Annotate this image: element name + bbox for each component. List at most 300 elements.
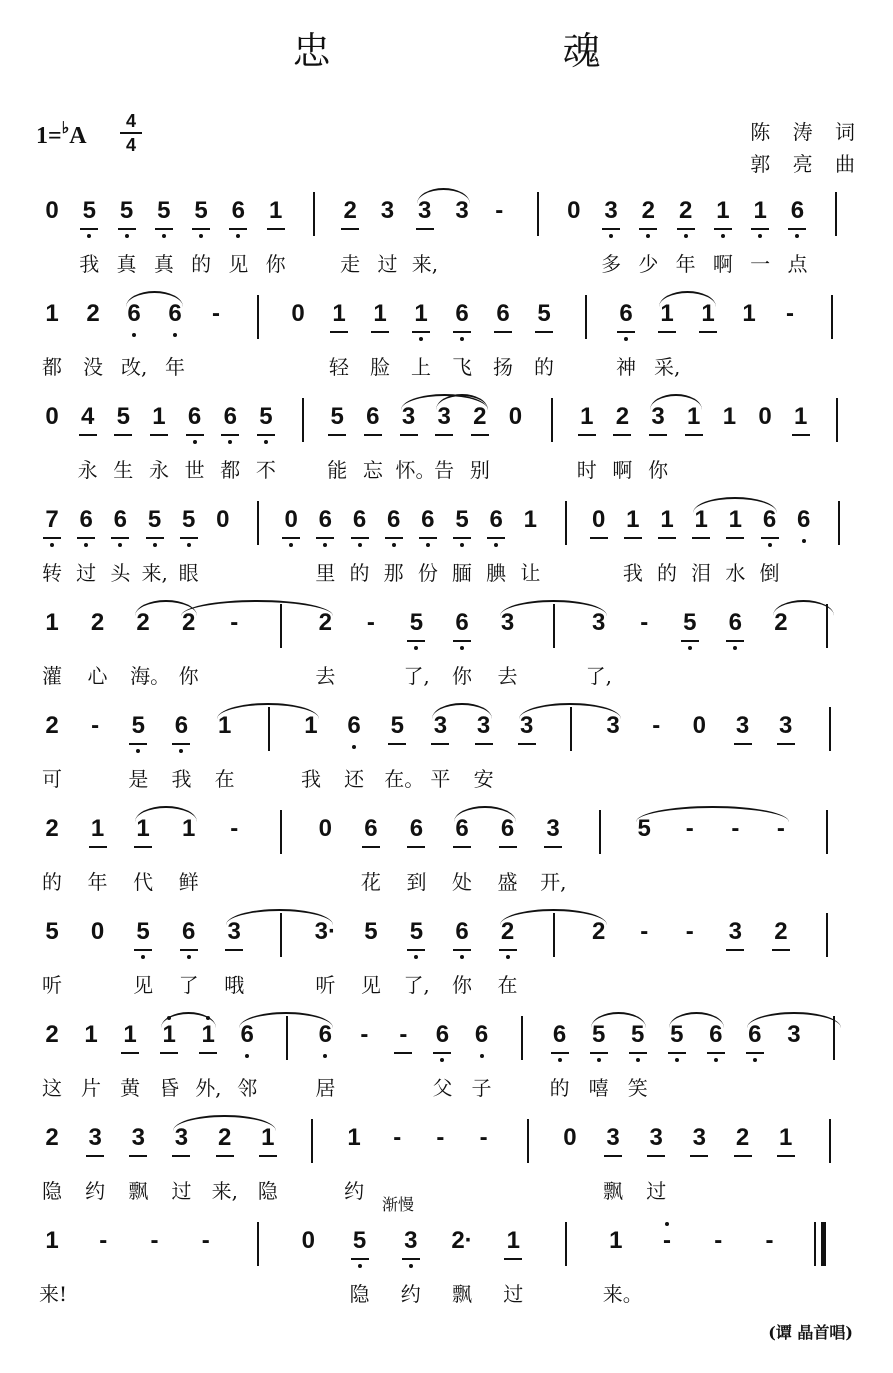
note-digit: 1 bbox=[701, 300, 715, 327]
note-digit: - bbox=[212, 300, 220, 327]
system-5 bbox=[0, 600, 893, 704]
note-digit: 5 bbox=[591, 1021, 606, 1048]
beam-underline bbox=[629, 1052, 647, 1054]
note-digit: 6 bbox=[709, 1021, 723, 1048]
note-digit: - bbox=[91, 712, 100, 739]
beam-underline bbox=[590, 537, 608, 539]
singer-note: (谭 晶首唱) bbox=[768, 1323, 853, 1342]
beam-underline bbox=[647, 1155, 665, 1157]
beam-underline bbox=[471, 434, 489, 436]
beam-underline bbox=[229, 228, 247, 230]
high-octave-dot bbox=[665, 1222, 669, 1226]
lyric-char: 告 bbox=[434, 458, 455, 482]
barline bbox=[831, 295, 833, 339]
note-digit: 0 bbox=[216, 506, 230, 533]
note bbox=[404, 816, 428, 842]
lyric-char: 外, bbox=[195, 1076, 222, 1100]
beam-underline bbox=[668, 1052, 686, 1054]
beam-underline bbox=[267, 228, 285, 230]
low-octave-dot bbox=[264, 440, 268, 444]
low-octave-dot bbox=[358, 543, 362, 547]
note-digit: 5 bbox=[352, 1227, 367, 1254]
note-digit: 6 bbox=[455, 918, 469, 945]
note-digit: 1 bbox=[728, 506, 742, 533]
note-digit: 5 bbox=[631, 1021, 645, 1048]
lyric-char: 了, bbox=[403, 973, 430, 997]
beam-underline bbox=[172, 743, 190, 745]
note bbox=[40, 713, 64, 739]
note bbox=[404, 919, 428, 945]
note bbox=[40, 919, 64, 945]
low-octave-dot bbox=[358, 1264, 362, 1268]
note-digit: 6 bbox=[455, 815, 469, 842]
note-digit: 3 bbox=[604, 197, 618, 224]
low-octave-dot bbox=[684, 234, 688, 238]
note-digit: 5 bbox=[82, 197, 96, 224]
note bbox=[382, 507, 406, 533]
lyric-char: 飘 bbox=[603, 1179, 624, 1203]
note bbox=[83, 1125, 107, 1151]
lyric-char: 走 bbox=[340, 252, 361, 276]
beam-underline bbox=[180, 537, 198, 539]
beam-underline bbox=[385, 537, 403, 539]
beam-underline bbox=[412, 331, 430, 333]
lyric-char: 飞 bbox=[452, 355, 472, 379]
low-octave-dot bbox=[795, 234, 799, 238]
barline bbox=[585, 295, 587, 339]
beam-underline bbox=[433, 1052, 451, 1054]
note bbox=[254, 404, 278, 430]
note bbox=[40, 507, 64, 533]
lyric-char: 腼 bbox=[452, 561, 472, 585]
lyric-char: 昏 bbox=[159, 1076, 180, 1100]
note bbox=[40, 816, 64, 842]
note bbox=[81, 301, 105, 327]
note-digit: 6 bbox=[619, 300, 633, 327]
note bbox=[532, 301, 556, 327]
low-octave-dot bbox=[323, 1054, 327, 1058]
barline bbox=[565, 501, 567, 545]
lyric-char: 啊 bbox=[612, 458, 633, 482]
lyric-char: 少 bbox=[638, 252, 659, 276]
lyric-char: 你 bbox=[648, 458, 669, 482]
lyrics-row bbox=[40, 765, 872, 797]
beam-underline bbox=[121, 1052, 139, 1054]
lyric-char: 见 bbox=[228, 252, 249, 276]
note-digit: 5 bbox=[409, 609, 424, 636]
note-digit: 1 bbox=[123, 1021, 137, 1048]
note-digit: 1 bbox=[136, 815, 150, 842]
beam-underline bbox=[617, 331, 635, 333]
beam-underline bbox=[453, 846, 471, 848]
beam-underline bbox=[316, 537, 334, 539]
note bbox=[758, 1228, 782, 1254]
lyric-char: 过 bbox=[646, 1179, 667, 1203]
lyric-char: 邻 bbox=[237, 1076, 258, 1100]
low-octave-dot bbox=[153, 543, 157, 547]
note-digit: 3 bbox=[131, 1124, 145, 1151]
note bbox=[450, 507, 474, 533]
note-digit: 0 bbox=[563, 1124, 577, 1151]
note-digit: 0 bbox=[508, 403, 523, 430]
note-digit: - bbox=[150, 1227, 159, 1254]
beam-underline bbox=[639, 228, 657, 230]
note-digit: - bbox=[652, 712, 661, 739]
low-octave-dot bbox=[352, 745, 356, 749]
note bbox=[385, 1125, 409, 1151]
note-digit: 0 bbox=[284, 506, 298, 533]
note bbox=[687, 713, 711, 739]
lyric-char: 转 bbox=[42, 561, 62, 585]
barline bbox=[599, 810, 601, 854]
note-digit: 6 bbox=[113, 506, 127, 533]
notes-row bbox=[40, 703, 872, 763]
time-top: 4 bbox=[125, 111, 136, 131]
beam-underline bbox=[362, 846, 380, 848]
low-octave-dot bbox=[187, 543, 191, 547]
note-digit: 0 bbox=[45, 197, 59, 224]
note-digit: - bbox=[201, 1227, 210, 1254]
barline bbox=[838, 501, 840, 545]
note-digit: 1 bbox=[609, 1227, 623, 1254]
beam-underline bbox=[475, 743, 493, 745]
low-octave-dot bbox=[409, 1264, 413, 1268]
barline bbox=[302, 398, 304, 442]
beam-underline bbox=[79, 434, 97, 436]
note bbox=[737, 301, 761, 327]
note-digit: 6 bbox=[223, 403, 237, 430]
low-octave-dot bbox=[733, 646, 737, 650]
note-digit: - bbox=[436, 1124, 445, 1151]
low-octave-dot bbox=[179, 749, 183, 753]
note-digit: - bbox=[731, 815, 740, 842]
note-digit: 0 bbox=[45, 403, 59, 430]
lyric-char: 鲜 bbox=[178, 870, 199, 894]
note-digit: 5 bbox=[330, 403, 344, 430]
key-signature bbox=[36, 118, 87, 150]
note bbox=[541, 816, 565, 842]
note bbox=[644, 1125, 668, 1151]
note bbox=[562, 198, 586, 224]
note-digit: 6 bbox=[366, 403, 380, 430]
lyric-char: 代 bbox=[133, 870, 154, 894]
note-digit: 6 bbox=[455, 609, 469, 636]
note-digit: 2· bbox=[451, 1227, 473, 1254]
lyric-char: 盛 bbox=[497, 870, 518, 894]
lyric-char: 你 bbox=[178, 664, 199, 688]
lyric-char: 还 bbox=[344, 767, 365, 791]
low-octave-dot bbox=[199, 234, 203, 238]
composer: 郭 亮 曲 bbox=[750, 152, 863, 176]
barline bbox=[826, 913, 828, 957]
note bbox=[632, 919, 656, 945]
system-2 bbox=[0, 291, 893, 395]
lyric-char: 黄 bbox=[120, 1076, 141, 1100]
lyric-char: 见 bbox=[133, 973, 154, 997]
note-digit: 6 bbox=[552, 1021, 567, 1048]
note-digit: 5 bbox=[637, 815, 651, 842]
note-digit: 6 bbox=[409, 815, 424, 842]
note-digit: 1 bbox=[45, 609, 59, 636]
lyric-char: 了, bbox=[403, 664, 430, 688]
note bbox=[604, 1228, 628, 1254]
lyric-char: 隐 bbox=[349, 1282, 370, 1306]
note-digit: - bbox=[495, 197, 504, 224]
note bbox=[86, 610, 110, 636]
lyric-char: 腆 bbox=[486, 561, 507, 585]
note-digit: 6 bbox=[796, 506, 811, 533]
lyric-char: 怀。 bbox=[395, 458, 436, 482]
lyric-char: 过 bbox=[76, 561, 97, 585]
lyrics-row bbox=[40, 1280, 872, 1312]
beam-underline bbox=[328, 434, 346, 436]
note-digit: 0 bbox=[758, 403, 772, 430]
note-digit: 1 bbox=[414, 300, 428, 327]
note bbox=[501, 1228, 525, 1254]
note bbox=[177, 919, 201, 945]
barline bbox=[521, 1016, 523, 1060]
note bbox=[152, 198, 176, 224]
note bbox=[91, 1228, 115, 1254]
beam-underline bbox=[518, 743, 536, 745]
lyric-char: 时 bbox=[576, 458, 597, 482]
beam-underline bbox=[487, 537, 505, 539]
lyric-char: 的 bbox=[534, 355, 554, 379]
barline bbox=[836, 398, 838, 442]
note-digit: 1 bbox=[794, 403, 808, 430]
lyric-char: 能 bbox=[327, 458, 348, 482]
note-digit: 6 bbox=[240, 1021, 254, 1048]
low-octave-dot bbox=[118, 543, 122, 547]
note-digit: 1 bbox=[523, 506, 537, 533]
beam-underline bbox=[216, 1155, 234, 1157]
note-digit: 7 bbox=[45, 506, 59, 533]
beam-underline bbox=[777, 1155, 795, 1157]
beam-underline bbox=[726, 949, 744, 951]
note-digit: 1 bbox=[506, 1227, 520, 1254]
note bbox=[753, 404, 777, 430]
note-digit: - bbox=[663, 1227, 671, 1254]
final-barline bbox=[821, 1222, 826, 1266]
note bbox=[785, 198, 809, 224]
note bbox=[74, 507, 98, 533]
lyric-char: 你 bbox=[265, 252, 286, 276]
slur bbox=[432, 703, 491, 719]
note-digit: 3· bbox=[314, 918, 336, 945]
beam-underline bbox=[150, 434, 168, 436]
note-digit: 6 bbox=[364, 815, 378, 842]
note-digit: 6 bbox=[790, 197, 805, 224]
slur bbox=[217, 703, 319, 719]
barline bbox=[826, 810, 828, 854]
slur bbox=[659, 291, 716, 307]
note bbox=[706, 1228, 730, 1254]
note bbox=[348, 1228, 372, 1254]
slur bbox=[126, 291, 183, 307]
note bbox=[126, 713, 150, 739]
barline bbox=[551, 398, 553, 442]
note-digit: 1 bbox=[660, 300, 674, 327]
lyric-char: 你 bbox=[452, 973, 472, 997]
note bbox=[348, 507, 372, 533]
note-digit: 3 bbox=[404, 1227, 418, 1254]
notes-row bbox=[40, 909, 872, 969]
low-octave-dot bbox=[50, 543, 54, 547]
low-octave-dot bbox=[289, 543, 293, 547]
note-digit: - bbox=[685, 918, 694, 945]
system-8 bbox=[0, 909, 893, 1013]
lyric-char: 笑 bbox=[627, 1076, 648, 1100]
system-1 bbox=[0, 188, 893, 292]
note-digit: 2 bbox=[615, 403, 630, 430]
lyrics-row bbox=[40, 1177, 872, 1209]
note bbox=[204, 301, 228, 327]
low-octave-dot bbox=[460, 543, 464, 547]
note-digit: 1 bbox=[90, 815, 105, 842]
lyric-char: 忘 bbox=[362, 458, 383, 482]
note bbox=[636, 198, 660, 224]
note-digit: 1 bbox=[742, 300, 756, 327]
notes-row bbox=[40, 806, 872, 866]
lyric-char: 永 bbox=[77, 458, 98, 482]
lyric-char: 开, bbox=[540, 870, 567, 894]
note bbox=[644, 713, 668, 739]
beam-underline bbox=[160, 1052, 178, 1054]
beam-underline bbox=[649, 434, 667, 436]
slur bbox=[181, 600, 334, 616]
lyric-char: 来, bbox=[211, 1179, 238, 1203]
low-octave-dot bbox=[506, 955, 510, 959]
note-digit: 6 bbox=[500, 815, 515, 842]
note-digit: - bbox=[640, 918, 649, 945]
note bbox=[503, 404, 527, 430]
note-digit: 3 bbox=[380, 197, 395, 224]
note-digit: 5 bbox=[136, 918, 150, 945]
low-octave-dot bbox=[245, 1054, 249, 1058]
slur bbox=[669, 1012, 724, 1028]
note-digit: 1 bbox=[162, 1021, 176, 1048]
lyric-char: 真 bbox=[153, 252, 174, 276]
note bbox=[678, 919, 702, 945]
beam-underline bbox=[551, 1052, 569, 1054]
final-barline-thin bbox=[814, 1222, 816, 1266]
lyric-char: 在。 bbox=[384, 767, 425, 791]
low-octave-dot bbox=[609, 234, 613, 238]
note-digit: 6 bbox=[352, 506, 367, 533]
note-digit: - bbox=[714, 1227, 723, 1254]
beam-underline bbox=[777, 743, 795, 745]
note bbox=[359, 816, 383, 842]
note-digit: 3 bbox=[728, 918, 742, 945]
note-digit: 1 bbox=[687, 403, 701, 430]
time-divider bbox=[120, 132, 142, 134]
beam-underline bbox=[221, 434, 239, 436]
beam-underline bbox=[494, 331, 512, 333]
beam-underline bbox=[788, 228, 806, 230]
note-digit: - bbox=[640, 609, 649, 636]
note bbox=[40, 1228, 64, 1254]
note bbox=[143, 1228, 167, 1254]
lyric-char: 没 bbox=[83, 355, 103, 379]
slur bbox=[135, 806, 197, 822]
notes-row bbox=[40, 188, 872, 248]
note-digit: 1 bbox=[217, 712, 232, 739]
beam-underline bbox=[402, 1258, 420, 1260]
slur bbox=[693, 497, 777, 513]
beam-underline bbox=[351, 537, 369, 539]
note-digit: 6 bbox=[181, 918, 196, 945]
lyric-char: 里 bbox=[315, 561, 336, 585]
lyric-char: 片 bbox=[81, 1076, 102, 1100]
note bbox=[774, 713, 798, 739]
beam-underline bbox=[259, 1155, 277, 1157]
lyric-char: 来。 bbox=[602, 1282, 643, 1306]
lyric-char: 到 bbox=[406, 870, 427, 894]
barline bbox=[829, 1119, 831, 1163]
note-digit: 2 bbox=[136, 609, 150, 636]
note-digit: 1 bbox=[778, 1124, 793, 1151]
note bbox=[325, 404, 349, 430]
system-10 bbox=[0, 1115, 893, 1219]
beam-underline bbox=[43, 537, 61, 539]
beam-underline bbox=[129, 1155, 147, 1157]
lyric-char: 一 bbox=[750, 252, 771, 276]
note bbox=[194, 1228, 218, 1254]
lyric-char: 花 bbox=[360, 870, 381, 894]
low-octave-dot bbox=[125, 234, 129, 238]
note-digit: 6 bbox=[168, 300, 182, 327]
note-digit: 1 bbox=[84, 1021, 98, 1048]
lyric-char: 多 bbox=[601, 252, 622, 276]
note-digit: 1 bbox=[45, 1227, 59, 1254]
system-6 bbox=[0, 703, 893, 807]
note-digit: 3 bbox=[787, 1021, 801, 1048]
note-digit: 6 bbox=[496, 300, 510, 327]
slur bbox=[650, 394, 702, 410]
note-digit: 2 bbox=[86, 300, 100, 327]
lyric-char: 份 bbox=[417, 561, 438, 585]
note-digit: 5 bbox=[116, 403, 130, 430]
lyric-char: 上 bbox=[411, 355, 431, 379]
note-digit: - bbox=[776, 815, 785, 842]
lyric-char: 居 bbox=[315, 1076, 336, 1100]
note-digit: 6 bbox=[489, 506, 503, 533]
note-digit: 3 bbox=[88, 1124, 102, 1151]
credits bbox=[750, 116, 863, 180]
note bbox=[286, 301, 310, 327]
beam-underline bbox=[714, 228, 732, 230]
note-digit: 6 bbox=[455, 300, 469, 327]
note-digit: 3 bbox=[606, 1124, 620, 1151]
system-4 bbox=[0, 497, 893, 601]
beam-underline bbox=[685, 434, 703, 436]
note bbox=[40, 404, 64, 430]
beam-underline bbox=[330, 331, 348, 333]
note-digit: 6 bbox=[231, 197, 246, 224]
lyric-char: 真 bbox=[116, 252, 137, 276]
note-digit: - bbox=[366, 609, 375, 636]
beam-underline bbox=[578, 434, 596, 436]
low-octave-dot bbox=[675, 1058, 679, 1062]
note bbox=[79, 1022, 103, 1048]
lyric-char: 平 bbox=[430, 767, 451, 791]
notes-row bbox=[40, 497, 872, 557]
note bbox=[359, 610, 383, 636]
note bbox=[632, 610, 656, 636]
lyric-char: 在 bbox=[497, 973, 518, 997]
lyrics-row bbox=[40, 868, 872, 900]
low-octave-dot bbox=[440, 1058, 444, 1062]
